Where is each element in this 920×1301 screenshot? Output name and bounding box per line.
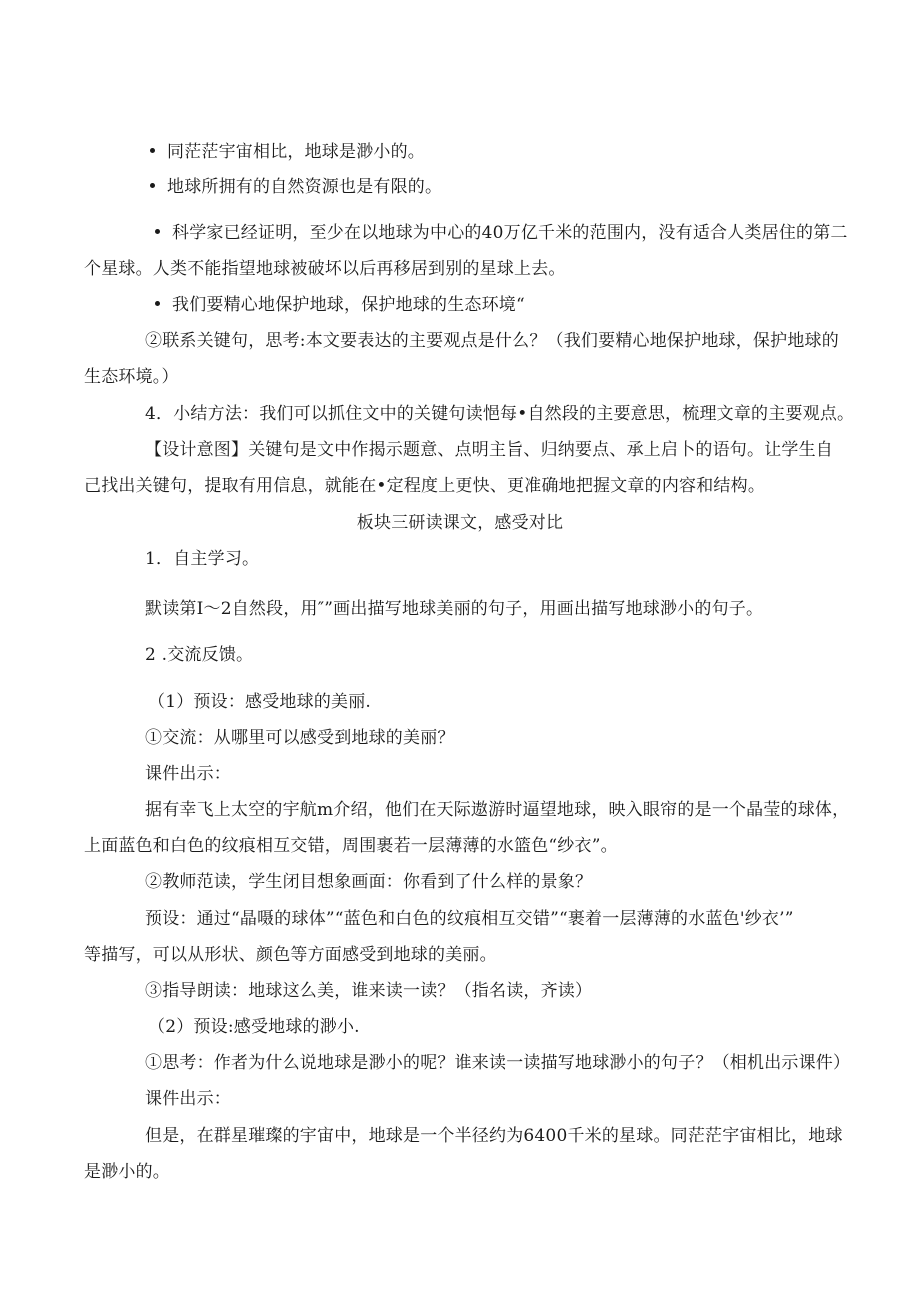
paragraph-line: 个星球。人类不能指望地球被破坏以后再移居到别的星球上去。 <box>84 259 566 279</box>
bullet-text: 同茫茫宇宙相比，地球是渺小的。 <box>167 142 425 162</box>
bullet-text: 我们要精心地保护地球，保护地球的生态环境“ <box>172 295 525 315</box>
paragraph-line: 【设计意图】关键句是文中作揭示题意、点明主旨、归纳要点、承上启卜的语句。让学生自 <box>145 440 833 460</box>
quote-line: 是渺小的。 <box>84 1162 170 1182</box>
paragraph-line: ①交流：从哪里可以感受到地球的美丽？ <box>145 728 455 748</box>
bullet-item <box>155 294 525 316</box>
quote-line: 但是，在群星璀璨的宇宙中，地球是一个半径约为6400千米的星球。同茫茫宇宙相比，地球 <box>145 1126 843 1146</box>
bullet-dot-icon <box>150 148 155 153</box>
bullet-dot-icon <box>155 301 160 306</box>
paragraph-line: 默读第I～2自然段，用″”画出描写地球美丽的句子，用画出描写地球渺小的句子。 <box>145 599 764 619</box>
paragraph-line: 4．小结方法：我们可以抓住文中的关键句读悒每•自然段的主要意思，梳理文章的主要观点。 <box>145 404 855 424</box>
bullet-text: 地球所拥有的自然资源也是有限的。 <box>167 177 443 197</box>
step-heading: 2 .交流反馈。 <box>145 645 254 665</box>
paragraph-line: （1）预设：感受地球的美丽. <box>148 692 372 712</box>
paragraph-line: 课件出示： <box>145 1089 231 1109</box>
paragraph-line: 等描写，可以从形状、颜色等方面感受到地球的美丽。 <box>84 945 497 965</box>
bullet-dot-icon <box>150 183 155 188</box>
paragraph-line: 课件出示： <box>145 764 231 784</box>
bullet-item <box>150 141 425 163</box>
quote-line: 上面蓝色和白色的纹痕相互交错，周围裹若一层薄薄的水篮色“纱衣”。 <box>84 836 618 856</box>
paragraph-line: ①思考：作者为什么说地球是渺小的呢？谁来读一读描写地球渺小的句子？（相机出示课件） <box>145 1053 851 1073</box>
bullet-item <box>150 176 442 198</box>
paragraph-line: 己找出关键句，提取有用信息，就能在•定程度上更快、更准确地把握文章的内容和结构。 <box>84 476 766 496</box>
bullet-dot-icon <box>155 229 160 234</box>
step-heading: 1．自主学习。 <box>145 549 260 569</box>
bullet-text: 科学家已经证明，至少在以地球为中心的40万亿千米的范围内，没有适合人类居住的第二 <box>172 223 848 243</box>
paragraph-line: ②教师范读，学生闭目想象画面：你看到了什么样的景象？ <box>145 872 593 892</box>
paragraph-line: ②联系关键句，思考:本文要表达的主要观点是什么？（我们要精心地保护地球，保护地球的 <box>145 331 839 351</box>
paragraph-line: ③指导朗读：地球这么美，谁来读一读？（指名读，齐读） <box>145 981 593 1001</box>
paragraph-line: 预设：通过“晶嗫的球体”“蓝色和白色的纹痕相互交错”“裹着一层薄薄的水蓝色'纱衣’” <box>145 909 794 929</box>
paragraph-line: 生态环境。） <box>84 367 179 387</box>
paragraph-line: （2）预设:感受地球的渺小. <box>148 1017 360 1037</box>
bullet-item <box>155 222 848 244</box>
section-heading: 板块三研读课文，感受对比 <box>356 513 564 533</box>
quote-line: 据有幸飞上太空的宇航m介绍，他们在天际遨游时逼望地球，映入眼帘的是一个晶莹的球体， <box>145 800 850 820</box>
